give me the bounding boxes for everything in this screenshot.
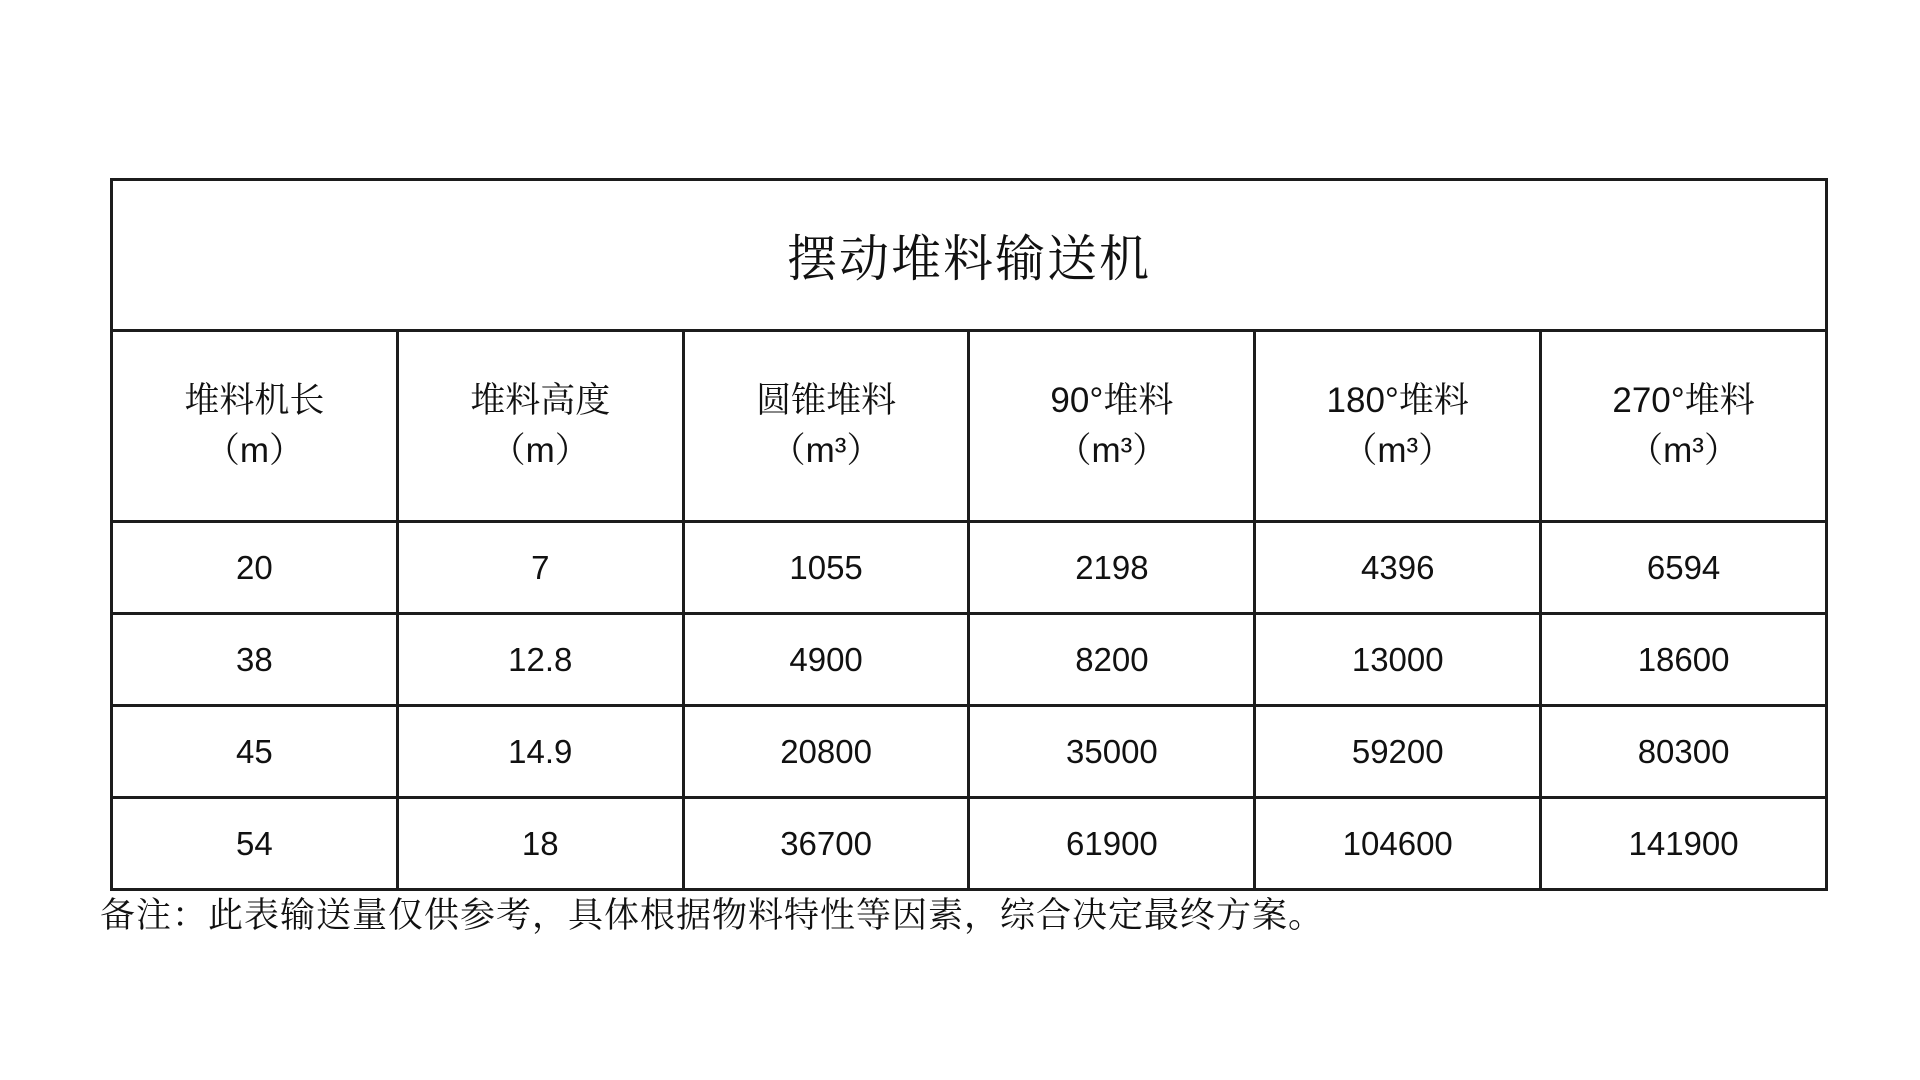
column-header-name: 180°堆料 (1326, 381, 1469, 421)
table-title-row (112, 180, 1827, 331)
table-cell: 1055 (683, 522, 969, 614)
table-cell: 20800 (683, 706, 969, 798)
column-header-unit: （m） (490, 431, 590, 470)
column-header-unit: （m³） (1628, 431, 1739, 470)
column-header-conical-stacking (683, 331, 969, 522)
table-cell: 104600 (1255, 798, 1541, 890)
table-cell: 12.8 (397, 614, 683, 706)
column-header-name: 270°堆料 (1612, 381, 1755, 421)
table-cell: 80300 (1541, 706, 1827, 798)
table-cell: 2198 (969, 522, 1255, 614)
table-cell: 4900 (683, 614, 969, 706)
column-header-unit: （m） (204, 431, 304, 470)
table-note: 备注：此表输送量仅供参考，具体根据物料特性等因素，综合决定最终方案。 (100, 896, 1325, 935)
table-cell: 141900 (1541, 798, 1827, 890)
column-header-stacking-height (397, 331, 683, 522)
table-cell: 61900 (969, 798, 1255, 890)
table-cell: 13000 (1255, 614, 1541, 706)
table-header-row (112, 331, 1827, 522)
table-cell: 20 (112, 522, 398, 614)
table-cell: 4396 (1255, 522, 1541, 614)
column-header-90-stacking (969, 331, 1255, 522)
column-header-stacker-length (112, 331, 398, 522)
spec-table (110, 178, 1828, 891)
table-cell: 54 (112, 798, 398, 890)
column-header-name: 圆锥堆料 (756, 381, 897, 421)
table-cell: 18600 (1541, 614, 1827, 706)
table-row (112, 706, 1827, 798)
column-header-name: 堆料高度 (470, 381, 611, 421)
table-cell: 38 (112, 614, 398, 706)
table-cell: 14.9 (397, 706, 683, 798)
table-cell: 8200 (969, 614, 1255, 706)
column-header-270-stacking (1541, 331, 1827, 522)
table-cell: 6594 (1541, 522, 1827, 614)
table-cell: 7 (397, 522, 683, 614)
column-header-unit: （m³） (1342, 431, 1454, 470)
column-header-unit: （m³） (1056, 431, 1168, 470)
table-cell: 18 (397, 798, 683, 890)
spec-table-container (110, 178, 1828, 891)
column-header-180-stacking (1255, 331, 1541, 522)
table-cell: 36700 (683, 798, 969, 890)
table-cell: 45 (112, 706, 398, 798)
table-cell: 59200 (1255, 706, 1541, 798)
table-row (112, 798, 1827, 890)
table-title: 摆动堆料输送机 (112, 180, 1827, 331)
column-header-name: 90°堆料 (1050, 381, 1174, 421)
column-header-unit: （m³） (770, 431, 882, 470)
column-header-name: 堆料机长 (184, 381, 325, 421)
table-row (112, 614, 1827, 706)
table-cell: 35000 (969, 706, 1255, 798)
table-row (112, 522, 1827, 614)
